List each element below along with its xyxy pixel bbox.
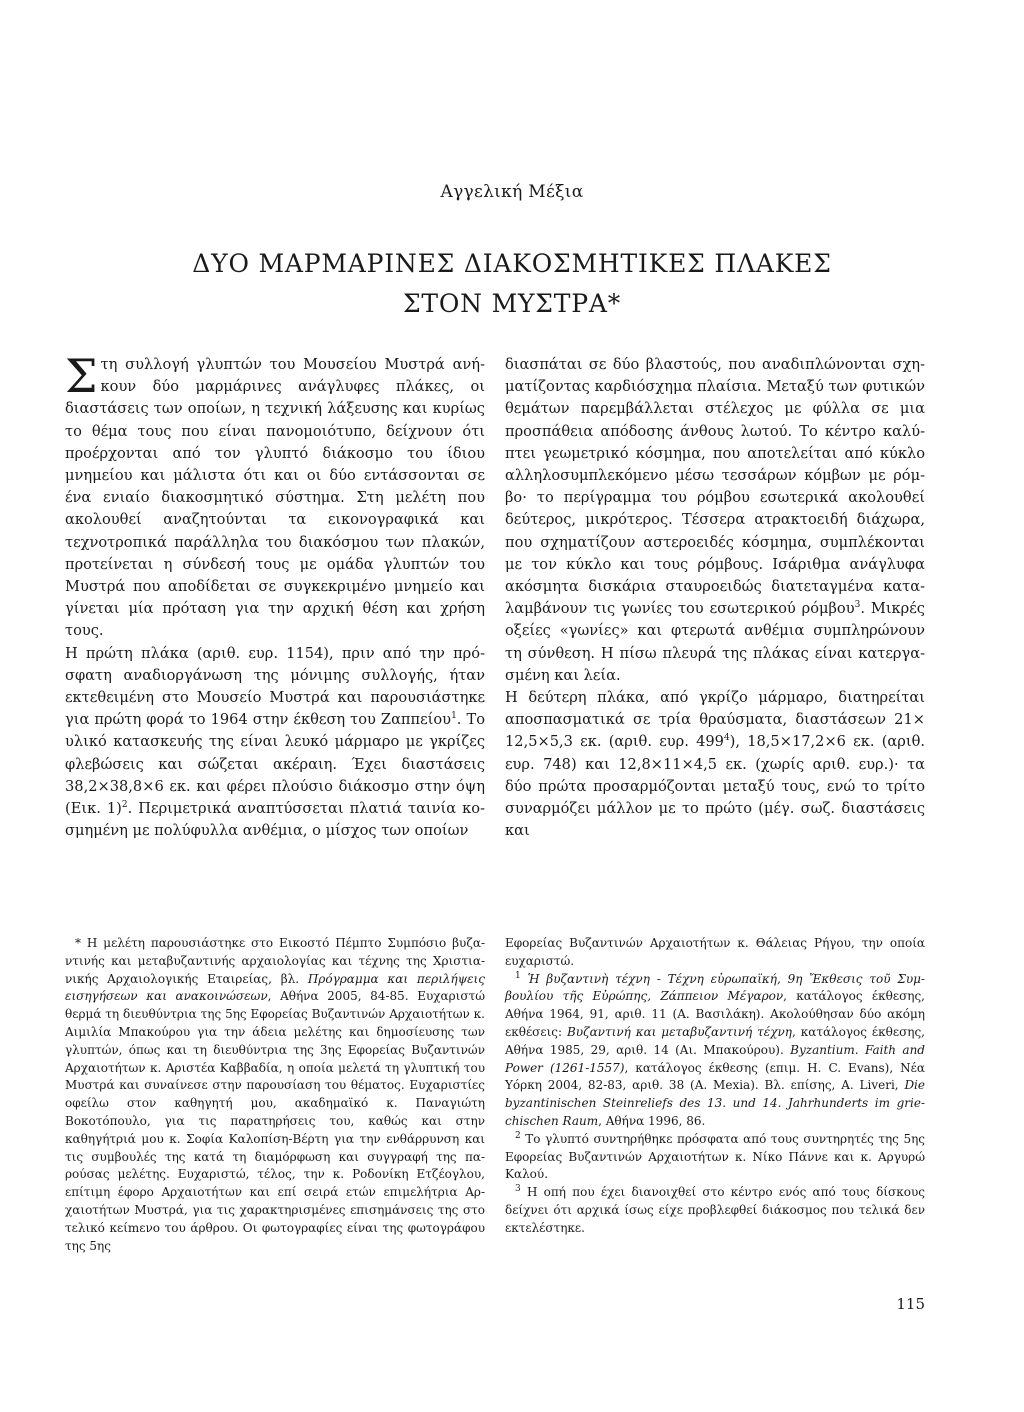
- footnote-1-italic-c: Byzantium. Faith and Power (1261-1557): [505, 1042, 925, 1075]
- author-name: Αγγελική Μέξια: [440, 182, 584, 202]
- footnote-2: [505, 1131, 925, 1184]
- footnote-1-italic-b: Βυζαντινή και μεταβυζαντινή τέχνη: [566, 1024, 792, 1039]
- footnote-3-number: 3: [515, 1184, 521, 1195]
- intro-text: τη συλλογή γλυπτών του Μουσείου Μυστρά ανήκουν δύο μαρμάρινες ανάγλυφες πλάκες, οι διαστάσεις των οποίων, η τεχνική λάξευσης και κυρίως το θέμα τους που είναι πανομοιότυπο, δείχνουν ότι προέρχονται από τον γλυπτό διάκοσμο του ίδιου μνημείου και μάλιστα ότι και οι δύο εντάσσονται σε ένα ενιαίο διακοσμητικό σύστημα. Στη μελέτη που ακολουθεί αναζητούνται τα εικονογραφικά και τεχνοτροπικά παράλληλα του διακόσμου των πλακών, προτείνεται η σύνδεσή τους με ομάδα γλυπτών του Μυστρά που αποδίδεται σε συγκεκριμένο μνημείο και γίνεται μία πρόταση για την αρχική θέση και χρήση τους.: [65, 356, 485, 640]
- footnote-ref-4: 4: [723, 733, 730, 744]
- footnote-1-italic-d: Die byzantinischen Steinreliefs des 13. und 14. Jahrhunderts im griechischen Raum: [505, 1078, 925, 1128]
- footnote-1-text-c: , κατάλογος έκθεσης (επιμ. H. C. Evans), Νέα Υόρκη 2004, 82-83, αριθ. 38 (A. Mexia). Βλ. επίσης, A. Liveri,: [505, 1060, 925, 1093]
- footnote-star: [65, 935, 485, 1255]
- footnote-1-text-b: , κατάλογος έκθεσης, Αθήνα 1985, 29, αριθ. 14 (Αι. Μπακούρου).: [505, 1024, 925, 1057]
- first-plaque-text-c: . Περιμετρικά αναπτύσσεται πλατιά ταινία κοσμημένη με πολύφυλλα ανθέμια, ο μίσχος των οποίων: [65, 800, 485, 840]
- body-column-left: [65, 349, 485, 842]
- title-line-2: ΣΤΟΝ ΜΥΣΤΡΑ*: [402, 289, 622, 318]
- paragraph-decoration: [505, 354, 925, 687]
- paragraph-second-plaque: [505, 687, 925, 842]
- footnote-1-text-d: , Αθήνα 1996, 86.: [598, 1113, 706, 1128]
- page-number: 115: [896, 1295, 925, 1313]
- drop-cap: Σ: [65, 349, 98, 403]
- decoration-text-b: . Μικρές οξείες «γωνίες» και φτερωτά ανθέμια συμπληρώνουν τη σύνθεση. Η πίσω πλευρά της πλάκας είναι κατεργασμένη και λεία.: [505, 600, 925, 684]
- footnote-star-continued: Εφορείας Βυζαντινών Αρχαιοτήτων κ. Θάλειας Ρήγου, την οποία ευχαριστώ.: [505, 936, 925, 968]
- footnote-1-number: 1: [515, 970, 521, 981]
- second-plaque-text-b: ), 18,5×17,2×6 εκ. (αριθ. ευρ. 748) και 12,8×11×4,5 εκ. (χωρίς αριθ. ευρ.)· τα δύο πρώτα προσαρμόζονται μεταξύ τους, ενώ το τρίτο συναρμόζει μάλλον με το πρώτο (μέγ. σωζ. διαστάσεις και: [505, 733, 926, 840]
- footnote-2-number: 2: [515, 1130, 521, 1141]
- first-plaque-text-a: Η πρώτη πλάκα (αριθ. ευρ. 1154), πριν από την πρόσφατη αναδιοργάνωση της μόνιμης συλλογής, ήταν εκτεθειμένη στο Μουσείο Μυστρά και παρουσιάστηκε για πρώτη φορά το 1964 στην έκθεση του Ζαππείου: [65, 644, 485, 729]
- second-plaque-text-a: Η δεύτερη πλάκα, από γκρίζο μάρμαρο, διατηρείται αποσπασματικά σε τρία θραύσματα, διαστάσεων 21× 12,5×5,3 εκ. (αριθ. ευρ. 499: [505, 689, 925, 751]
- footnote-1: [505, 971, 925, 1131]
- footnote-ref-3: 3: [854, 600, 861, 611]
- footnote-1-text-a: , κατάλογος έκθεσης, Αθήνα 1964, 91, αριθ. 11 (Α. Βασιλάκη). Ακολούθησαν δύο ακόμη εκθέσεις:: [505, 989, 925, 1039]
- footnotes-left: [65, 935, 485, 1255]
- footnote-star-italic: Πρόγραμμα και περιλήψεις εισηγήσεων και ανακοινώσεων: [65, 971, 485, 1004]
- footnote-2-text: Το γλυπτό συντηρήθηκε πρόσφατα από τους συντηρητές της 5ης Εφορείας Βυζαντινών Αρχαιοτήτων κ. Νίκο Πάννε και κ. Αργυρώ Καλού.: [505, 1131, 925, 1182]
- footnote-3-text: Η οπή που έχει διανοιχθεί στο κέντρο ενός από τους δίσκους δείχνει ότι αρχικά ίσως είχε προβλεφθεί διάκοσμος που τελικά δεν εκτελέστηκε.: [505, 1185, 925, 1235]
- title-line-1: ΔΥΟ ΜΑΡΜΑΡΙΝΕΣ ΔΙΑΚΟΣΜΗΤΙΚΕΣ ΠΛΑΚΕΣ: [192, 249, 832, 278]
- footnote-star-text-a: * Η μελέτη παρουσιάστηκε στο Εικοστό Πέμπτο Συμπόσιο βυζαντινής και μεταβυζαντινής αρχαιολογίας και τέχνης της Χριστιανικής Αρχαιολογικής Εταιρείας, βλ.: [65, 936, 485, 986]
- footnotes-right: [505, 935, 925, 1238]
- footnote-3: [505, 1184, 925, 1237]
- footnote-ref-1: 1: [451, 711, 457, 722]
- body-column-right: [505, 354, 925, 842]
- paragraph-intro: [65, 349, 485, 643]
- footnote-ref-2: 2: [121, 800, 128, 811]
- article-title: [0, 244, 1024, 324]
- paragraph-first-plaque: [65, 643, 485, 843]
- footnote-1-italic-a: Ἡ βυζαντινὴ τέχνη - Τέχνη εὐρωπαϊκή, 9η Ἔκθεσις τοῦ Συμβουλίου τῆς Εὐρώπης, Ζάππειον Μέγαρον: [505, 971, 925, 1004]
- footnote-star-text-b: , Αθήνα 2005, 84-85. Ευχαριστώ θερμά τη διευθύντρια της 5ης Εφορείας Βυζαντινών Αρχαιοτήτων κ. Αιμιλία Μπακούρου για την άδεια μελέτης και δημοσίευσης των γλυπτών, όπως και τη διευθύντρια της 3ης Εφορείας Βυζαντινών Αρχαιοτήτων κ. Αριστέα Καββαδία, η οποία μελετά τη γλυπτική του Μυστρά και συναίνεσε στην παρουσίαση του θέματος. Ευχαριστίες οφείλω στον καθηγητή μου, ακαδημαϊκό κ. Παναγιώτη Βοκοτόπουλο, για τις παρατηρήσεις του, καθώς και στην καθηγήτριά μου κ. Σοφία Καλοπίση-Βέρτη για την ενθάρρυνση και τις συμβουλές της κατά τη διαμόρφωση και συγγραφή της παρούσας μελέτης. Ευχαριστώ, τέλος, την κ. Ροδονίκη Ετζέογλου, επίτιμη έφορο Αρχαιοτήτων και επί σειρά ετών επιμελήτρια Αρχαιοτήτων Μυστρά, για τις χαρακτηρισμένες επισημάνσεις της στο τελικό κείmενο του άρθρου. Οι φωτογραφίες είναι της φωτογράφου της 5ης: [65, 989, 485, 1253]
- first-plaque-text-b: . Το υλικό κατασκευής της είναι λευκό μάρμαρο με γκρίζες φλεβώσεις και σώζεται ακέραιη. Έχει διαστάσεις 38,2×38,8×6 εκ. και φέρει πλούσιο διάκοσμο στην όψη (Εικ. 1): [65, 711, 485, 818]
- decoration-text-a: διασπάται σε δύο βλαστούς, που αναδιπλώνονται σχηματίζοντας καρδιόσχημα πλαίσια. Μεταξύ των φυτικών θεμάτων παρεμβάλλεται στέλεχος με φύλλα σε μια προσπάθεια απόδοσης άνθους λωτού. Το κέντρο καλύπτει γεωμετρικό κόσμημα, που αποτελείται από κύκλο αλληλοσυμπλεκόμενο μέσω τεσσάρων κόμβων με ρόμβο· το περίγραμμα του ρόμβου εσωτερικά ακολουθεί δεύτερος, μικρότερος. Τέσσερα ατρακτοειδή διάχωρα, που σχηματίζουν αστεροειδές κόσμημα, συμπλέκονται με τον κύκλο και τους ρόμβους. Ισάριθμα ανάγλυφα ακόσμητα δισκάρια σταυροειδώς διατεταγμένα καταλαμβάνουν τις γωνίες του εσωτερικού ρόμβου: [505, 356, 925, 618]
